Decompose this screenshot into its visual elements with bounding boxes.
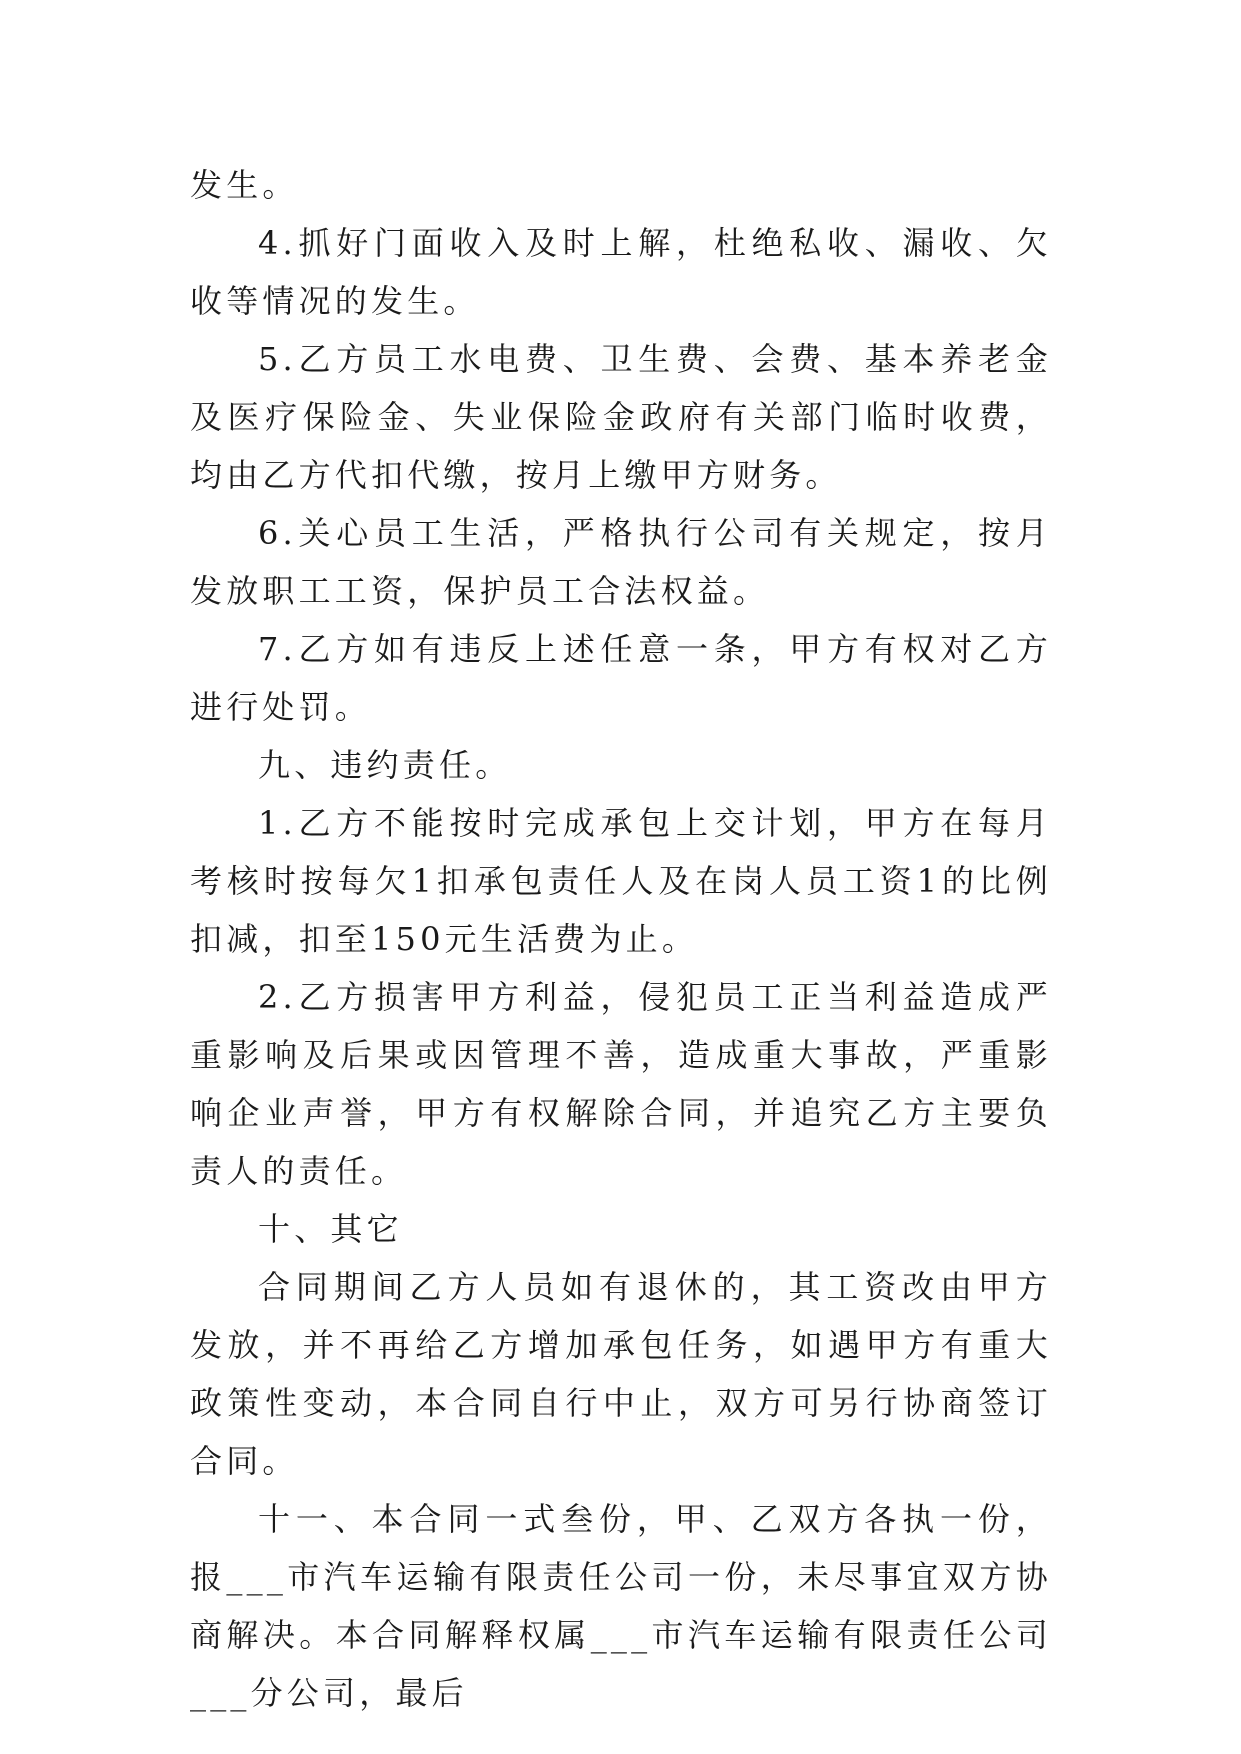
paragraph-item-5: 5.乙方员工水电费、卫生费、会费、基本养老金及医疗保险金、失业保险金政府有关部门临时收费，均由乙方代扣代缴，按月上缴甲方财务。: [190, 340, 1052, 494]
paragraph-clause-11: 十一、本合同一式叁份，甲、乙双方各执一份，报___市汽车运输有限责任公司一份，未尽事宜双方协商解决。本合同解释权属___市汽车运输有限责任公司___分公司，最后: [190, 1500, 1052, 1712]
paragraph-item-7: 7.乙方如有违反上述任意一条，甲方有权对乙方进行处罚。: [190, 630, 1052, 726]
section-heading-other: 十、其它: [258, 1210, 403, 1248]
paragraph-breach-item-1: 1.乙方不能按时完成承包上交计划，甲方在每月考核时按每欠1扣承包责任人及在岗人员工资1的比例扣减，扣至150元生活费为止。: [190, 804, 1052, 958]
paragraph-breach-item-2: 2.乙方损害甲方利益，侵犯员工正当利益造成严重影响及后果或因管理不善，造成重大事故，严重影响企业声誉，甲方有权解除合同，并追究乙方主要负责人的责任。: [190, 978, 1052, 1190]
document-page: [190, 156, 1052, 1722]
paragraph-continuation: 发生。: [190, 166, 299, 204]
paragraph-item-6: 6.关心员工生活，严格执行公司有关规定，按月发放职工工资，保护员工合法权益。: [190, 514, 1052, 610]
paragraph-other-body: 合同期间乙方人员如有退休的，其工资改由甲方发放，并不再给乙方增加承包任务，如遇甲方有重大政策性变动，本合同自行中止，双方可另行协商签订合同。: [190, 1268, 1052, 1480]
paragraph-item-4: 4.抓好门面收入及时上解，杜绝私收、漏收、欠收等情况的发生。: [190, 224, 1052, 320]
section-heading-breach-liability: 九、违约责任。: [258, 746, 512, 784]
